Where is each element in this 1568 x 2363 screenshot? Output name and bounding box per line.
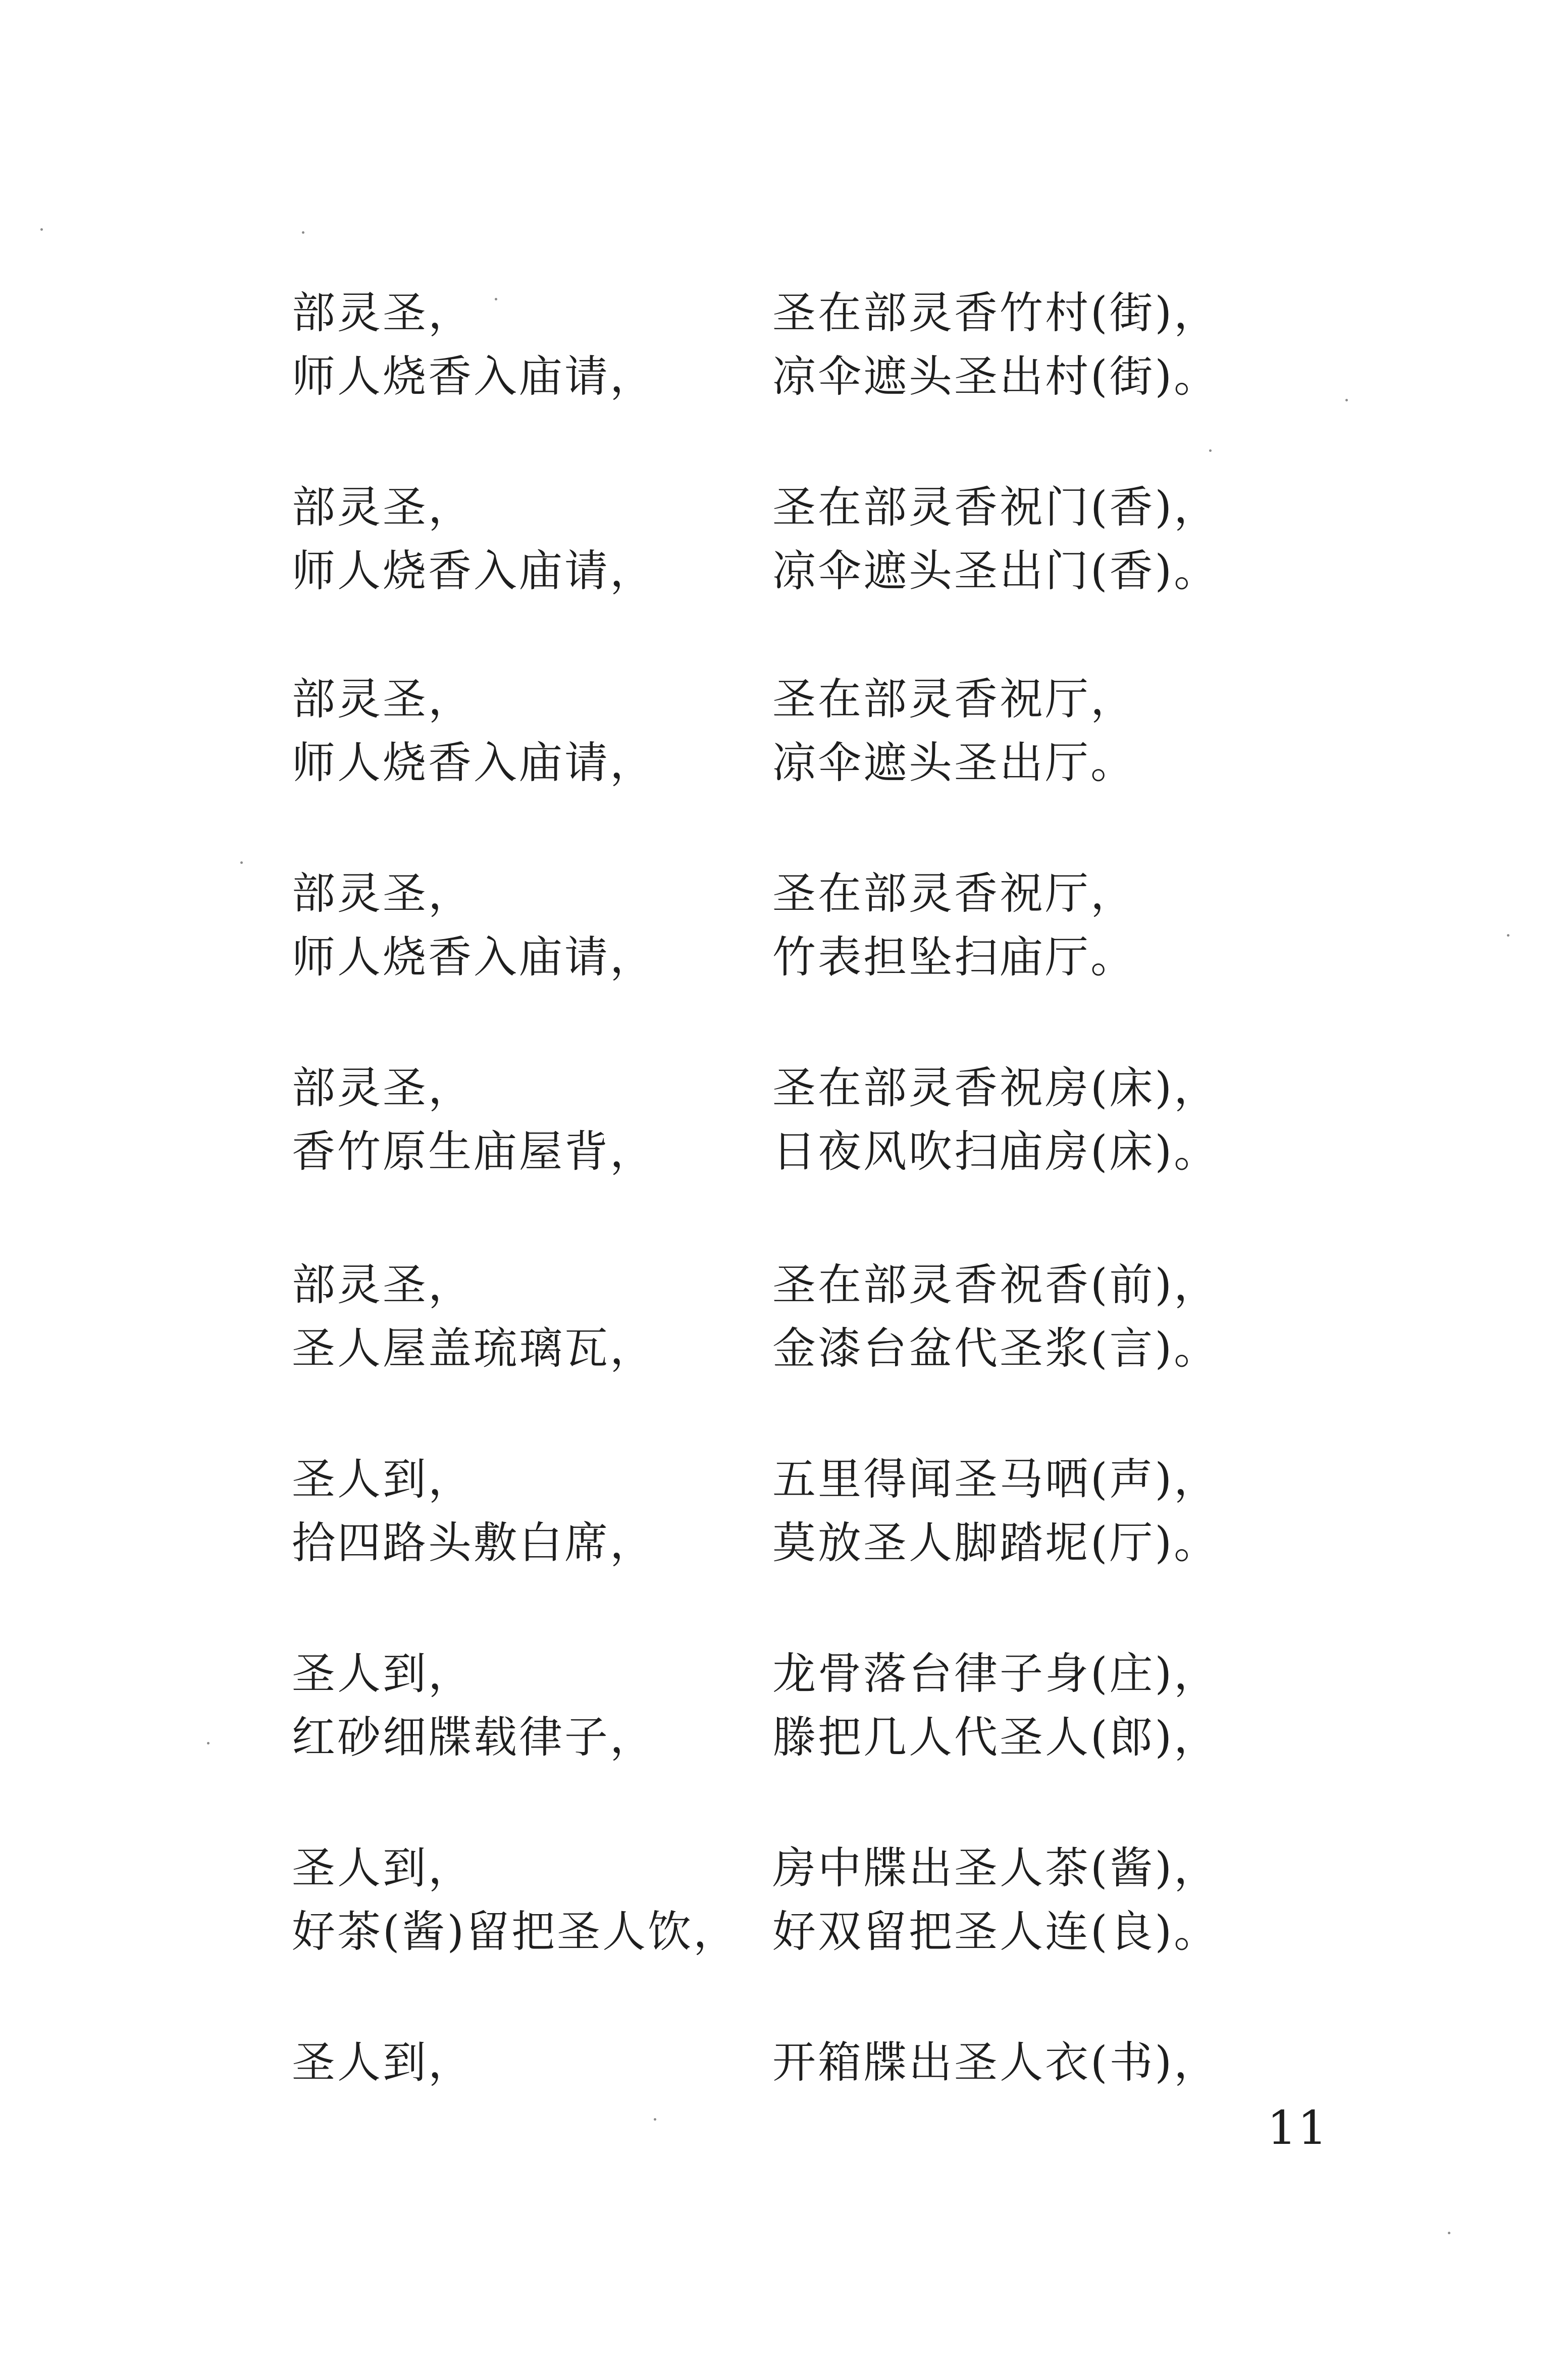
verse-left: 部灵圣， bbox=[292, 482, 474, 533]
verse-right: 金漆台盆代圣浆(言)。 bbox=[772, 1323, 1220, 1374]
verse-left: 师人烧香入庙请， bbox=[292, 351, 655, 402]
verse-line bbox=[0, 1060, 1568, 1116]
verse-line bbox=[0, 285, 1568, 341]
verse-right: 圣在部灵香祝厅， bbox=[772, 674, 1136, 725]
verse-left: 师人烧香入庙请， bbox=[292, 738, 655, 788]
verse-line bbox=[0, 1452, 1568, 1507]
verse-left: 圣人屋盖琉璃瓦， bbox=[292, 1323, 655, 1374]
verse-line bbox=[0, 1321, 1568, 1376]
verse-line bbox=[0, 1257, 1568, 1313]
verse-line bbox=[0, 2035, 1568, 2090]
verse-line bbox=[0, 1124, 1568, 1179]
verse-left: 红砂细牒载律子， bbox=[292, 1712, 655, 1763]
verse-right: 圣在部灵香祝香(前)， bbox=[772, 1260, 1220, 1310]
verse-right: 开箱牒出圣人衣(书)， bbox=[772, 2037, 1220, 2088]
scan-speck bbox=[240, 861, 243, 864]
verse-line bbox=[0, 1904, 1568, 1960]
verse-right: 日夜风吹扫庙房(床)。 bbox=[772, 1126, 1220, 1177]
verse-line bbox=[0, 735, 1568, 791]
verse-left: 圣人到， bbox=[292, 1454, 474, 1505]
verse-left: 部灵圣， bbox=[292, 868, 474, 919]
verse-left: 部灵圣， bbox=[292, 288, 474, 338]
verse-line bbox=[0, 930, 1568, 985]
verse-right: 圣在部灵香祝门(香)， bbox=[772, 482, 1220, 533]
verse-right: 房中牒出圣人茶(酱)， bbox=[772, 1843, 1220, 1893]
verse-right: 好双留把圣人连(良)。 bbox=[772, 1907, 1220, 1957]
verse-line bbox=[0, 866, 1568, 921]
verse-line bbox=[0, 672, 1568, 727]
verse-right: 圣在部灵香祝房(床)， bbox=[772, 1063, 1220, 1113]
verse-left: 师人烧香入庙请， bbox=[292, 546, 655, 596]
verse-line bbox=[0, 543, 1568, 599]
verse-left: 部灵圣， bbox=[292, 1063, 474, 1113]
verse-left: 部灵圣， bbox=[292, 674, 474, 725]
verse-line bbox=[0, 1646, 1568, 1702]
verse-left: 师人烧香入庙请， bbox=[292, 932, 655, 983]
verse-right: 圣在部灵香竹村(街)， bbox=[772, 288, 1220, 338]
scan-speck bbox=[302, 231, 304, 234]
verse-right: 凉伞遮头圣出村(街)。 bbox=[772, 351, 1220, 402]
verse-left: 香竹原生庙屋背， bbox=[292, 1126, 655, 1177]
scan-speck bbox=[1209, 449, 1212, 452]
verse-line bbox=[0, 1840, 1568, 1896]
verse-line bbox=[0, 349, 1568, 404]
verse-line bbox=[0, 480, 1568, 535]
verse-right: 凉伞遮头圣出门(香)。 bbox=[772, 546, 1220, 596]
verse-right: 五里得闻圣马哂(声)， bbox=[772, 1454, 1220, 1505]
scan-speck bbox=[654, 2118, 656, 2121]
verse-line bbox=[0, 1710, 1568, 1765]
verse-right: 龙骨落台律子身(庄)， bbox=[772, 1649, 1220, 1699]
verse-left: 拾四路头敷白席， bbox=[292, 1518, 655, 1568]
verse-right: 莫放圣人脚踏坭(厅)。 bbox=[772, 1518, 1220, 1568]
verse-left: 圣人到， bbox=[292, 2037, 474, 2088]
verse-left: 圣人到， bbox=[292, 1843, 474, 1893]
verse-right: 滕把几人代圣人(郎)， bbox=[772, 1712, 1220, 1763]
verse-right: 竹表担坠扫庙厅。 bbox=[772, 932, 1136, 983]
verse-right: 圣在部灵香祝厅， bbox=[772, 868, 1136, 919]
scan-speck bbox=[40, 228, 43, 231]
verse-line bbox=[0, 1515, 1568, 1571]
verse-right: 凉伞遮头圣出厅。 bbox=[772, 738, 1136, 788]
scan-speck bbox=[1448, 2232, 1450, 2234]
verse-left: 部灵圣， bbox=[292, 1260, 474, 1310]
verse-left: 圣人到， bbox=[292, 1649, 474, 1699]
verse-left: 好茶(酱)留把圣人饮， bbox=[292, 1907, 739, 1957]
page-number: 11 bbox=[1267, 2101, 1329, 2155]
